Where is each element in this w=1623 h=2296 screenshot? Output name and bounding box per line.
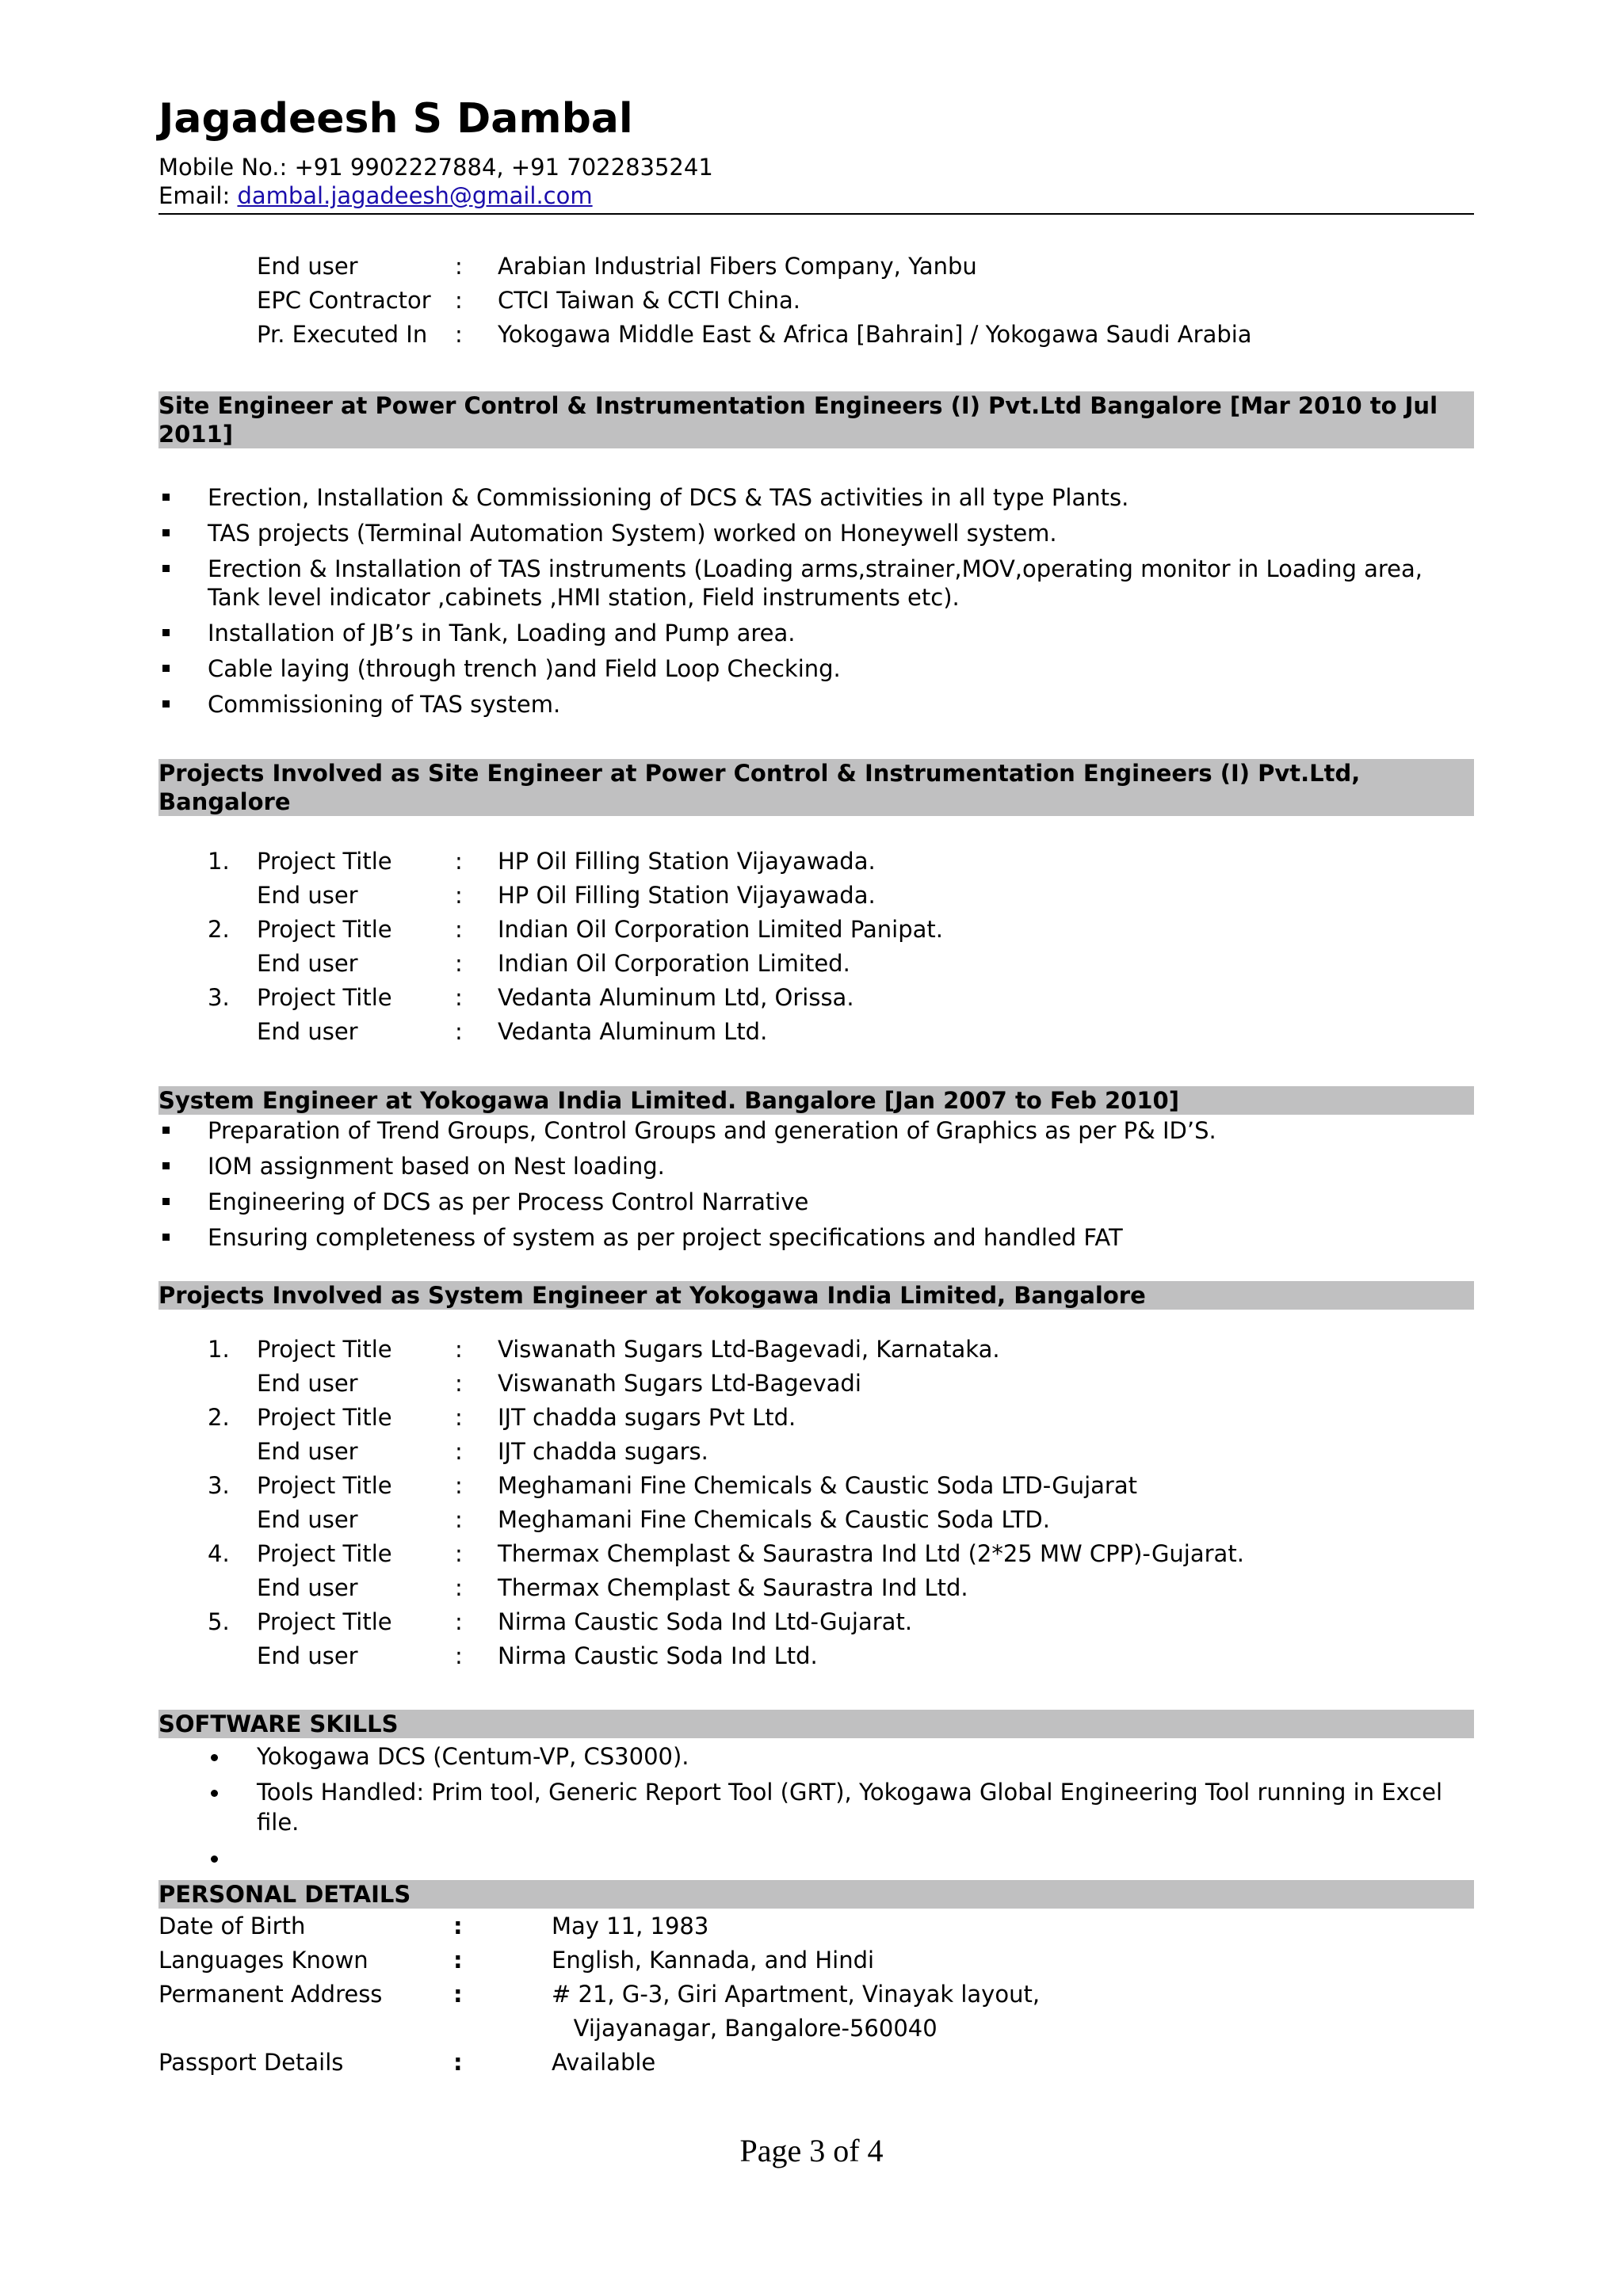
kv-value: Meghamani Fine Chemicals & Caustic Soda LTD-Gujarat <box>498 1472 1138 1499</box>
software-skills-heading: SOFTWARE SKILLS <box>158 1710 1474 1738</box>
kv-value: Meghamani Fine Chemicals & Caustic Soda LTD. <box>498 1506 1050 1533</box>
personal-details-list <box>158 1912 1474 2082</box>
kv-key: End user <box>257 1370 358 1397</box>
project-number: 1. <box>208 848 230 875</box>
kv-value: Vedanta Aluminum Ltd. <box>498 1018 768 1045</box>
project-row <box>158 1471 1474 1505</box>
mobile-value: +91 9902227884, +91 7022835241 <box>294 154 713 181</box>
project-row <box>158 847 1474 881</box>
kv-colon: : <box>455 1574 463 1601</box>
project-number: 3. <box>208 1472 230 1499</box>
detail-row <box>158 1980 1474 2014</box>
system-engineer-duties <box>158 1116 1474 1259</box>
system-engineer-heading: System Engineer at Yokogawa India Limited. Bangalore [Jan 2007 to Feb 2010] <box>158 1086 1474 1115</box>
candidate-name: Jagadeesh S Dambal <box>158 95 633 143</box>
project-row <box>158 881 1474 915</box>
kv-value: Arabian Industrial Fibers Company, Yanbu <box>498 253 977 280</box>
kv-key: End user <box>257 1018 358 1045</box>
project-row <box>158 1505 1474 1539</box>
square-bullet-icon <box>162 494 170 501</box>
detail-row <box>158 2014 1474 2048</box>
project-row <box>158 1403 1474 1437</box>
kv-row <box>158 320 1474 354</box>
kv-colon: : <box>455 253 463 280</box>
kv-value: IJT chadda sugars. <box>498 1438 708 1465</box>
project-row <box>158 1369 1474 1403</box>
email-label: Email: <box>158 182 231 210</box>
kv-key: End user <box>257 882 358 909</box>
round-bullet-icon <box>211 1790 218 1797</box>
project-row <box>158 915 1474 949</box>
kv-value: Thermax Chemplast & Saurastra Ind Ltd. <box>498 1574 968 1601</box>
system-projects-heading: Projects Involved as System Engineer at Yokogawa India Limited, Bangalore <box>158 1281 1474 1310</box>
kv-colon: : <box>455 1438 463 1465</box>
kv-key: End user <box>257 253 358 280</box>
detail-colon: : <box>453 1947 463 1974</box>
project-row <box>158 1539 1474 1573</box>
kv-key: End user <box>257 1506 358 1533</box>
kv-colon: : <box>455 1472 463 1499</box>
email-line <box>158 181 1474 210</box>
project-row <box>158 1608 1474 1642</box>
list-item: Erection, Installation & Commissioning of DCS & TAS activities in all type Plants. <box>158 483 1474 512</box>
project-row <box>158 1573 1474 1608</box>
kv-value: Viswanath Sugars Ltd-Bagevadi, Karnataka. <box>498 1336 1000 1363</box>
kv-value: Thermax Chemplast & Saurastra Ind Ltd (2*25 MW CPP)-Gujarat. <box>498 1540 1244 1567</box>
kv-row <box>158 252 1474 286</box>
list-item: Preparation of Trend Groups, Control Groups and generation of Graphics as per P& ID’S. <box>158 1116 1474 1145</box>
kv-colon: : <box>455 321 463 348</box>
list-item: Tools Handled: Prim tool, Generic Report Tool (GRT), Yokogawa Global Engineering Tool running in Excel file. <box>158 1777 1474 1837</box>
kv-value: Indian Oil Corporation Limited. <box>498 950 850 977</box>
kv-value: IJT chadda sugars Pvt Ltd. <box>498 1404 796 1431</box>
kv-value: Nirma Caustic Soda Ind Ltd-Gujarat. <box>498 1608 913 1635</box>
site-engineer-heading: Site Engineer at Power Control & Instrumentation Engineers (I) Pvt.Ltd Bangalore [Mar 2010 to Jul 2011] <box>158 391 1474 448</box>
list-item: Erection & Installation of TAS instruments (Loading arms,strainer,MOV,operating monitor in Loading area, Tank level indicator ,cabinets ,HMI station, Field instruments etc). <box>158 555 1474 612</box>
kv-colon: : <box>455 1608 463 1635</box>
kv-value: Nirma Caustic Soda Ind Ltd. <box>498 1642 818 1669</box>
square-bullet-icon <box>162 629 170 636</box>
site-projects-list <box>158 847 1474 1051</box>
square-bullet-icon <box>162 665 170 672</box>
list-item: Installation of JB’s in Tank, Loading and Pump area. <box>158 619 1474 647</box>
project-number: 4. <box>208 1540 230 1567</box>
square-bullet-icon <box>162 1234 170 1241</box>
kv-key: Project Title <box>257 984 392 1011</box>
square-bullet-icon <box>162 1127 170 1134</box>
kv-value: HP Oil Filling Station Vijayawada. <box>498 882 876 909</box>
detail-value: May 11, 1983 <box>552 1913 709 1939</box>
list-item: Engineering of DCS as per Process Control Narrative <box>158 1188 1474 1216</box>
detail-key: Passport Details <box>158 2049 344 2076</box>
square-bullet-icon <box>162 700 170 707</box>
list-item: IOM assignment based on Nest loading. <box>158 1152 1474 1180</box>
mobile-line <box>158 153 1474 181</box>
list-item: Yokogawa DCS (Centum-VP, CS3000). <box>158 1741 1474 1772</box>
kv-key: End user <box>257 950 358 977</box>
kv-key: End user <box>257 1642 358 1669</box>
kv-colon: : <box>455 1018 463 1045</box>
kv-value: HP Oil Filling Station Vijayawada. <box>498 848 876 875</box>
project-number: 3. <box>208 984 230 1011</box>
detail-colon: : <box>453 1981 463 2008</box>
mobile-label: Mobile No.: <box>158 154 288 181</box>
kv-value: Yokogawa Middle East & Africa [Bahrain] / Yokogawa Saudi Arabia <box>498 321 1252 348</box>
detail-colon: : <box>453 2049 463 2076</box>
list-item: Ensuring completeness of system as per project specifications and handled FAT <box>158 1223 1474 1252</box>
square-bullet-icon <box>162 565 170 572</box>
kv-colon: : <box>455 950 463 977</box>
detail-value: Available <box>552 2049 656 2076</box>
list-item: Cable laying (through trench )and Field Loop Checking. <box>158 654 1474 683</box>
system-projects-list <box>158 1335 1474 1676</box>
detail-row <box>158 1946 1474 1980</box>
kv-value: Viswanath Sugars Ltd-Bagevadi <box>498 1370 861 1397</box>
site-engineer-duties <box>158 483 1474 726</box>
resume-header <box>158 97 1474 215</box>
project-number: 2. <box>208 916 230 943</box>
kv-key: Project Title <box>257 848 392 875</box>
kv-colon: : <box>455 1506 463 1533</box>
software-skills-list <box>158 1741 1474 1878</box>
kv-value: CTCI Taiwan & CCTI China. <box>498 287 800 314</box>
kv-colon: : <box>455 916 463 943</box>
kv-colon: : <box>455 1336 463 1363</box>
personal-details-heading: PERSONAL DETAILS <box>158 1880 1474 1909</box>
kv-key: End user <box>257 1574 358 1601</box>
detail-colon: : <box>453 1913 463 1939</box>
kv-colon: : <box>455 984 463 1011</box>
project-number: 1. <box>208 1336 230 1363</box>
page-number: Page 3 of 4 <box>739 2133 884 2168</box>
project-number: 2. <box>208 1404 230 1431</box>
detail-key: Date of Birth <box>158 1913 306 1939</box>
kv-colon: : <box>455 1540 463 1567</box>
kv-value: Vedanta Aluminum Ltd, Orissa. <box>498 984 854 1011</box>
project-row <box>158 1642 1474 1676</box>
kv-key: Project Title <box>257 1472 392 1499</box>
square-bullet-icon <box>162 529 170 536</box>
kv-colon: : <box>455 1404 463 1431</box>
kv-colon: : <box>455 1642 463 1669</box>
project-row <box>158 1017 1474 1051</box>
kv-key: Project Title <box>257 1540 392 1567</box>
kv-colon: : <box>455 287 463 314</box>
kv-row <box>158 286 1474 320</box>
list-item: TAS projects (Terminal Automation System) worked on Honeywell system. <box>158 519 1474 547</box>
kv-key: EPC Contractor <box>257 287 431 314</box>
kv-key: Project Title <box>257 1608 392 1635</box>
detail-row <box>158 2048 1474 2082</box>
detail-value: Vijayanagar, Bangalore-560040 <box>552 2015 938 2042</box>
detail-value: # 21, G-3, Giri Apartment, Vinayak layout, <box>552 1981 1041 2008</box>
project-row <box>158 1335 1474 1369</box>
email-link[interactable]: dambal.jagadeesh@gmail.com <box>237 182 593 210</box>
round-bullet-icon <box>211 1855 218 1863</box>
kv-colon: : <box>455 882 463 909</box>
square-bullet-icon <box>162 1162 170 1169</box>
project-number: 5. <box>208 1608 230 1635</box>
round-bullet-icon <box>211 1754 218 1761</box>
previous-project-details <box>158 252 1474 354</box>
kv-key: End user <box>257 1438 358 1465</box>
kv-colon: : <box>455 1370 463 1397</box>
list-item: Commissioning of TAS system. <box>158 690 1474 719</box>
kv-key: Project Title <box>257 1336 392 1363</box>
square-bullet-icon <box>162 1198 170 1205</box>
kv-key: Project Title <box>257 1404 392 1431</box>
list-item <box>158 1843 1474 1873</box>
detail-value: English, Kannada, and Hindi <box>552 1947 875 1974</box>
project-row <box>158 1437 1474 1471</box>
kv-key: Pr. Executed In <box>257 321 428 348</box>
detail-key: Languages Known <box>158 1947 369 1974</box>
kv-key: Project Title <box>257 916 392 943</box>
detail-row <box>158 1912 1474 1946</box>
kv-value: Indian Oil Corporation Limited Panipat. <box>498 916 943 943</box>
project-row <box>158 983 1474 1017</box>
project-row <box>158 949 1474 983</box>
detail-key: Permanent Address <box>158 1981 383 2008</box>
site-projects-heading: Projects Involved as Site Engineer at Power Control & Instrumentation Engineers (I) Pvt.Ltd, Bangalore <box>158 759 1474 816</box>
kv-colon: : <box>455 848 463 875</box>
